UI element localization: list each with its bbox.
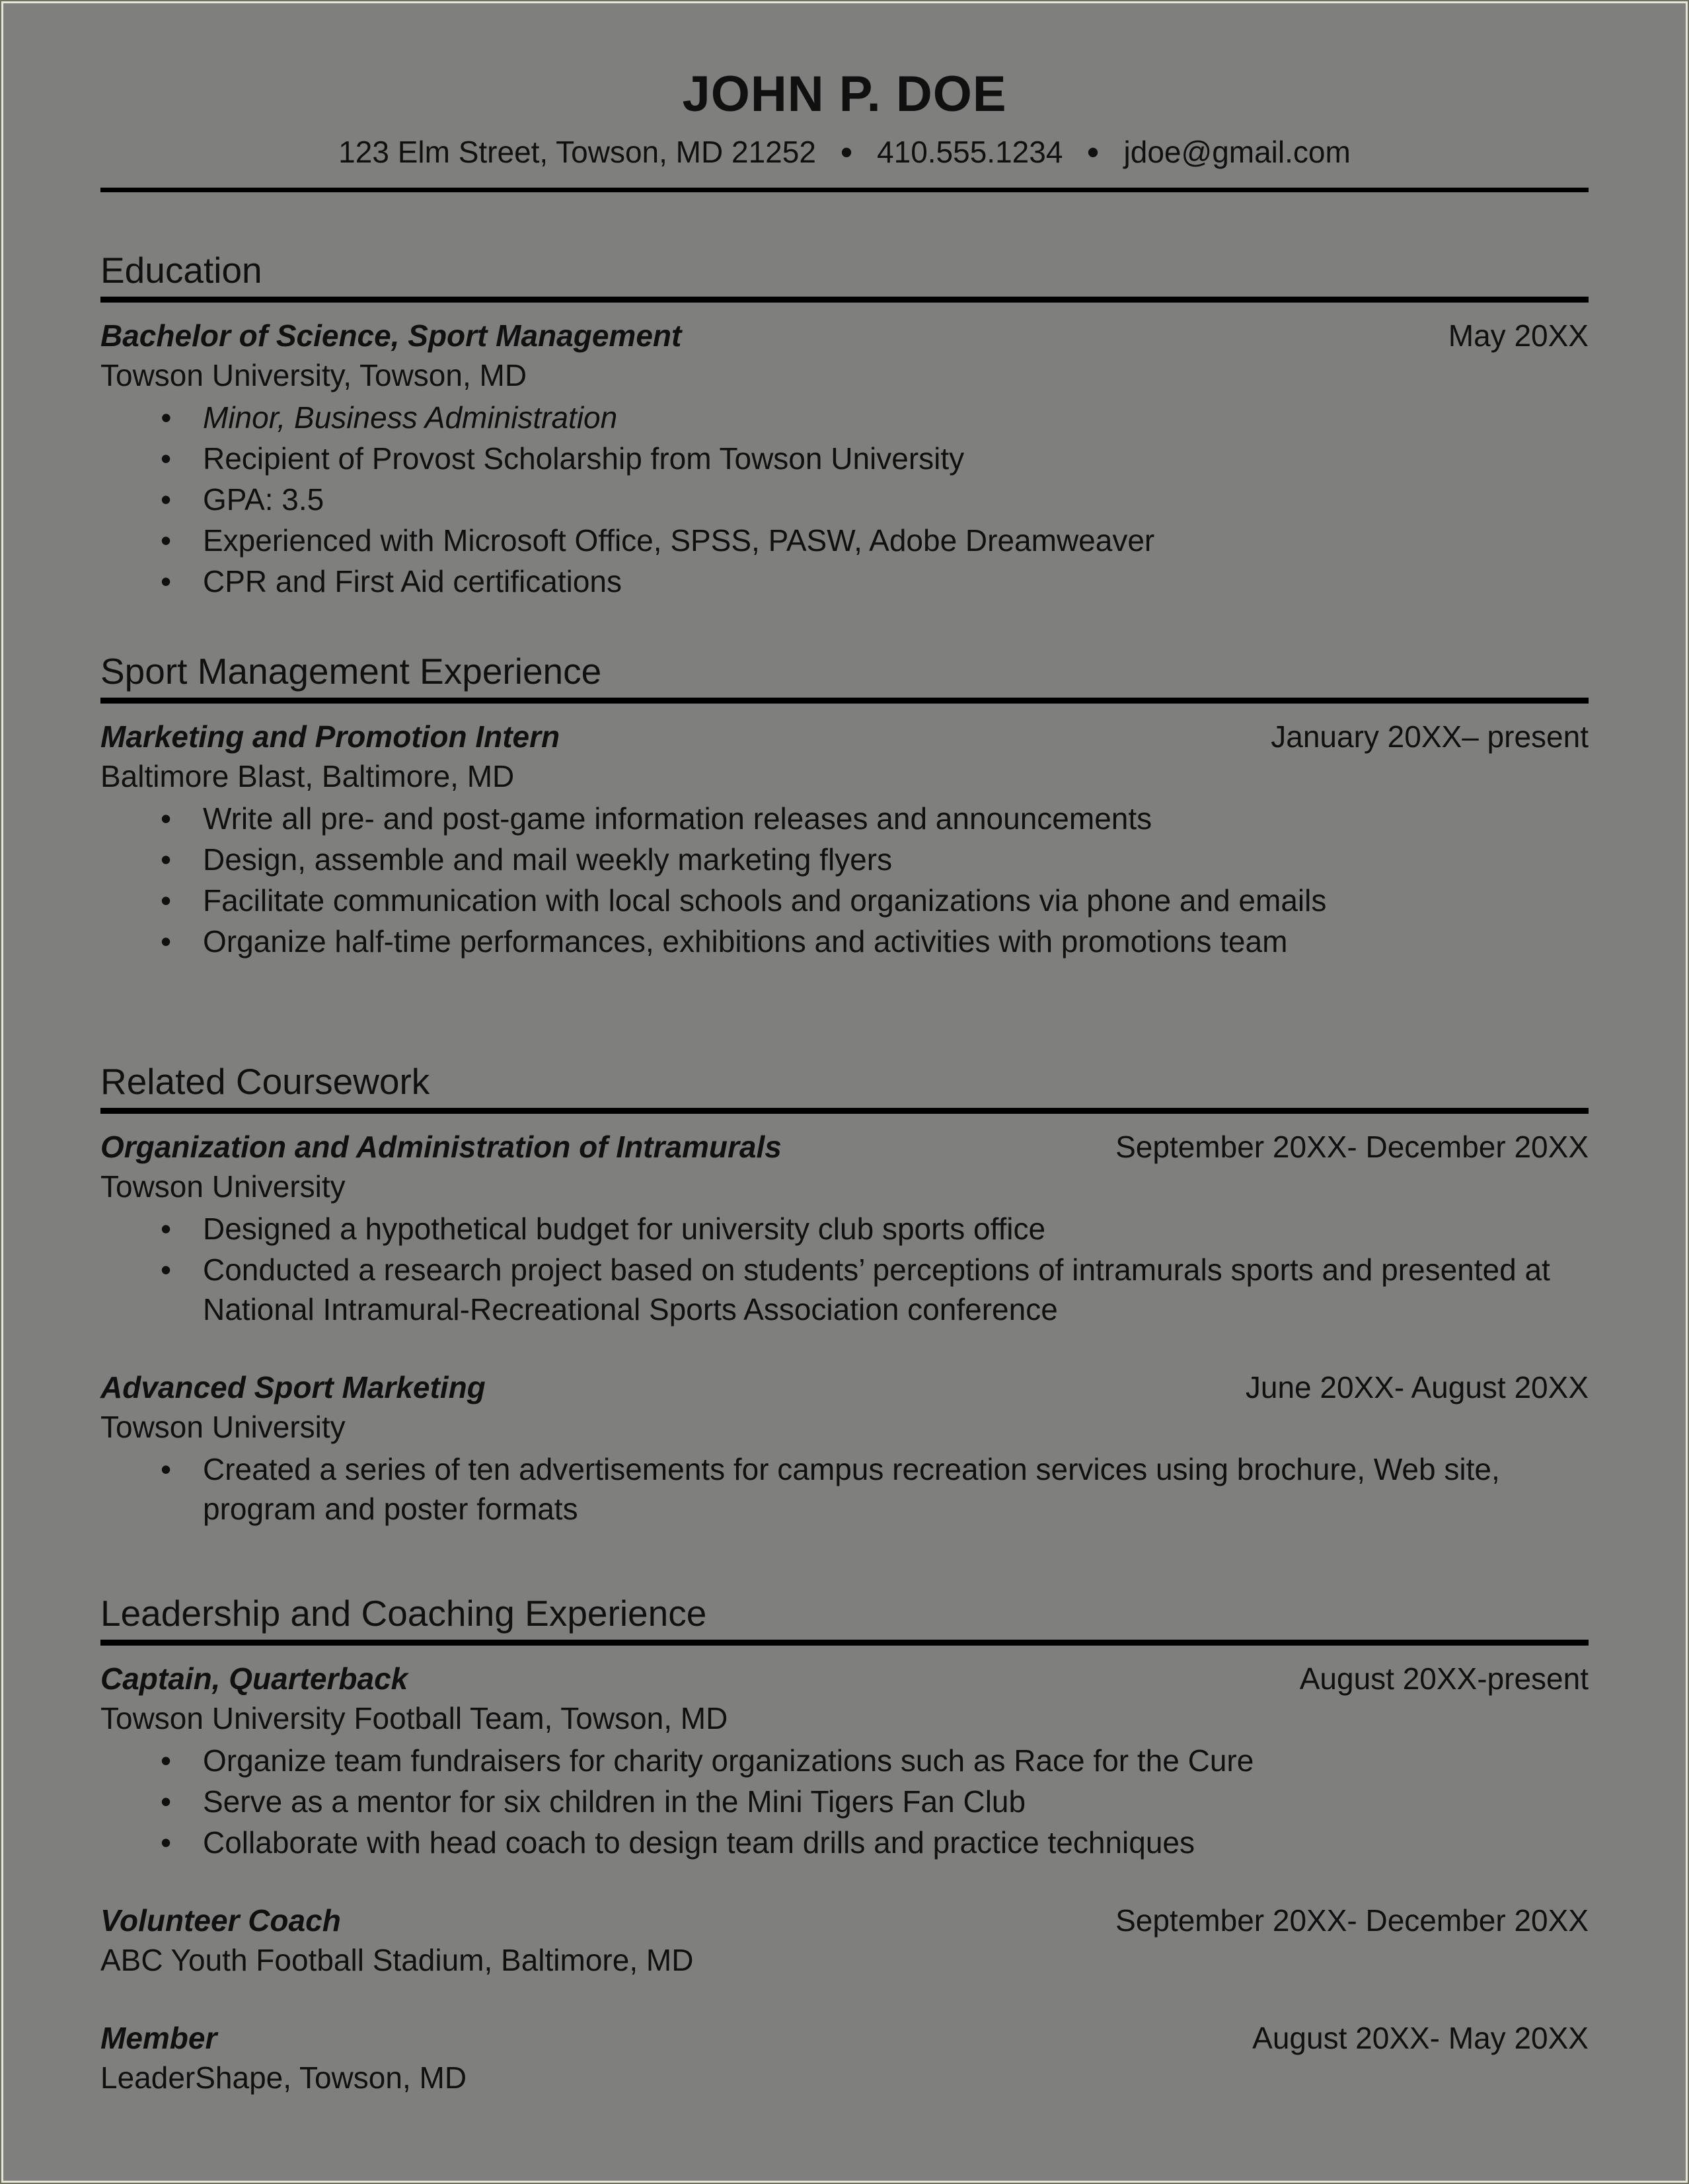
entry-title-row <box>100 316 1589 355</box>
bullet-list <box>100 799 1589 961</box>
section-rule <box>100 1108 1589 1114</box>
coursework-entry <box>100 1367 1589 1529</box>
section-leadership-coaching-experience <box>100 1592 1589 2097</box>
bullet-separator-icon: • <box>840 132 853 172</box>
entry-org: ABC Youth Football Stadium, Baltimore, MD <box>100 1943 694 1977</box>
entry-role: Volunteer Coach <box>100 1903 341 1938</box>
entry-role: Advanced Sport Marketing <box>100 1370 486 1404</box>
bullet-list <box>100 398 1589 601</box>
bullet-item: • Design, assemble and mail weekly marketing flyers <box>203 840 1589 879</box>
bullet-item: • Designed a hypothetical budget for university club sports office <box>203 1209 1589 1249</box>
bullet-item: • Minor, Business Administration <box>203 398 1589 437</box>
experience-entry <box>100 717 1589 961</box>
contact-address: 123 Elm Street, Towson, MD 21252 <box>338 135 816 169</box>
leadership-entry <box>100 1901 1589 1980</box>
entry-org: LeaderShape, Towson, MD <box>100 2060 467 2095</box>
section-heading: Leadership and Coaching Experience <box>100 1593 707 1634</box>
entry-date: September 20XX- December 20XX <box>1115 1903 1589 1938</box>
section-education <box>100 249 1589 601</box>
bullet-item: • GPA: 3.5 <box>203 480 1589 519</box>
section-heading: Education <box>100 250 262 291</box>
section-rule <box>100 698 1589 704</box>
entry-date: June 20XX- August 20XX <box>1245 1370 1589 1404</box>
coursework-entry <box>100 1127 1589 1329</box>
bullet-item: • Recipient of Provost Scholarship from Towson University <box>203 439 1589 478</box>
bullet-separator-icon: • <box>1087 132 1100 172</box>
entry-role: Member <box>100 2021 217 2055</box>
resume-header <box>100 66 1589 192</box>
bullet-item: • Experienced with Microsoft Office, SPSS, PASW, Adobe Dreamweaver <box>203 521 1589 560</box>
entry-org: Baltimore Blast, Baltimore, MD <box>100 759 515 793</box>
bullet-item: • Organize team fundraisers for charity organizations such as Race for the Cure <box>203 1741 1589 1780</box>
entry-date: January 20XX– present <box>1271 719 1589 754</box>
leadership-entry <box>100 1659 1589 1862</box>
entry-org: Towson University <box>100 1169 346 1204</box>
contact-phone: 410.555.1234 <box>877 135 1063 169</box>
education-entry <box>100 316 1589 601</box>
section-sport-management-experience <box>100 650 1589 961</box>
entry-title-row <box>100 1659 1589 1698</box>
entry-date: August 20XX-present <box>1299 1661 1589 1696</box>
bullet-item: • Collaborate with head coach to design team drills and practice techniques <box>203 1823 1589 1862</box>
bullet-item: • Serve as a mentor for six children in the Mini Tigers Fan Club <box>203 1782 1589 1821</box>
bullet-list <box>100 1209 1589 1329</box>
bullet-item: • Facilitate communication with local schools and organizations via phone and emails <box>203 881 1589 920</box>
bullet-item: • Created a series of ten advertisements for campus recreation services using brochure, Web site, program and poster formats <box>203 1449 1589 1529</box>
bullet-item: • Conducted a research project based on students’ perceptions of intramurals sports and presented at National Intramural-Recreational Sports Association conference <box>203 1250 1589 1329</box>
entry-date: September 20XX- December 20XX <box>1115 1130 1589 1164</box>
bullet-item: • Write all pre- and post-game information releases and announcements <box>203 799 1589 838</box>
entry-role: Organization and Administration of Intramurals <box>100 1130 782 1164</box>
section-related-coursework <box>100 1060 1589 1529</box>
entry-org: Towson University Football Team, Towson, MD <box>100 1701 728 1735</box>
entry-org: Towson University, Towson, MD <box>100 358 527 392</box>
section-rule <box>100 1640 1589 1646</box>
contact-line <box>100 133 1589 170</box>
entry-role: Bachelor of Science, Sport Management <box>100 318 682 353</box>
bullet-list <box>100 1741 1589 1862</box>
name-heading: JOHN P. DOE <box>682 66 1007 122</box>
bullet-list <box>100 1449 1589 1529</box>
entry-role: Captain, Quarterback <box>100 1661 408 1696</box>
header-rule <box>100 188 1589 192</box>
entry-title-row <box>100 717 1589 756</box>
section-heading: Related Coursework <box>100 1061 430 1102</box>
entry-date: May 20XX <box>1448 318 1589 353</box>
entry-org: Towson University <box>100 1410 346 1444</box>
entry-title-row <box>100 1901 1589 1940</box>
bullet-item: • CPR and First Aid certifications <box>203 562 1589 601</box>
entry-date: August 20XX- May 20XX <box>1252 2021 1589 2055</box>
section-heading: Sport Management Experience <box>100 651 602 692</box>
leadership-entry <box>100 2018 1589 2097</box>
section-rule <box>100 297 1589 303</box>
contact-email: jdoe@gmail.com <box>1123 135 1351 169</box>
entry-title-row <box>100 2018 1589 2058</box>
entry-title-row <box>100 1127 1589 1167</box>
entry-role: Marketing and Promotion Intern <box>100 719 560 754</box>
entry-title-row <box>100 1367 1589 1407</box>
bullet-item: • Organize half-time performances, exhibitions and activities with promotions team <box>203 922 1589 961</box>
